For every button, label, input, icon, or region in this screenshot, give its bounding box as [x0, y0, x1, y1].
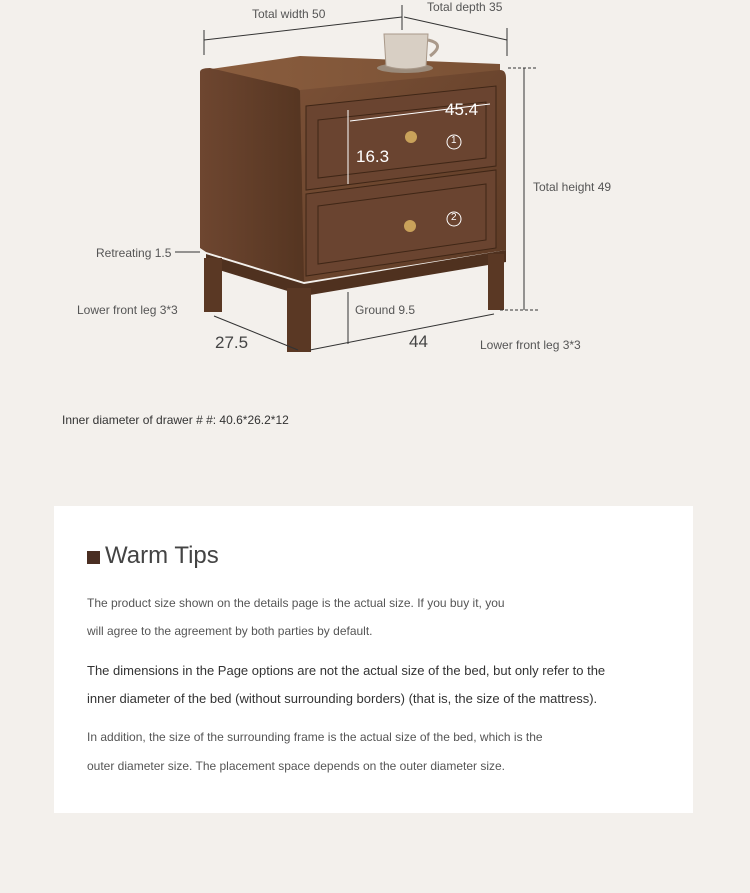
total-width-label: Total width 50: [252, 7, 326, 21]
drawer-2-number: 2: [451, 212, 457, 223]
ground-label: Ground 9.5: [355, 303, 416, 317]
leg-front-left: [287, 288, 311, 352]
warm-tips-card: [54, 506, 693, 813]
total-depth-label: Total depth 35: [427, 0, 503, 14]
dimension-diagram: [0, 0, 750, 400]
nightstand-illustration: [0, 0, 750, 400]
depth-value: 27.5: [215, 333, 249, 352]
drawer-width-value: 45.4: [445, 100, 479, 119]
mug: [384, 34, 428, 69]
retreating-label: Retreating 1.5: [96, 246, 172, 260]
drawer-inner-dimensions: Inner diameter of drawer # #: 40.6*26.2*12: [62, 413, 289, 427]
leg-back-left: [204, 258, 222, 312]
warm-tips-heading: Warm Tips: [105, 542, 219, 569]
total-height-label: Total height 49: [533, 180, 612, 194]
cabinet-side: [200, 68, 304, 282]
drawer-knob-1: [405, 131, 417, 143]
drawer-knob-2: [404, 220, 416, 232]
width-value: 44: [409, 332, 428, 351]
lower-front-leg-left-label: Lower front leg 3*3: [77, 303, 178, 317]
drawer-height-value: 16.3: [356, 147, 390, 166]
leg-front-right: [488, 254, 504, 310]
lower-front-leg-right-label: Lower front leg 3*3: [480, 338, 581, 352]
tip-line-3: The dimensions in the Page options are not the actual size of the bed, but only refer to the: [87, 663, 606, 678]
tip-line-1: The product size shown on the details page is the actual size. If you buy it, you: [87, 596, 505, 610]
tip-line-2: will agree to the agreement by both parties by default.: [87, 624, 373, 638]
tip-line-4: inner diameter of the bed (without surrounding borders) (that is, the size of the mattress).: [87, 691, 598, 706]
tip-line-6: outer diameter size. The placement space depends on the outer diameter size.: [87, 759, 506, 773]
square-bullet-icon: [87, 551, 100, 564]
tip-line-5: In addition, the size of the surrounding frame is the actual size of the bed, which is the: [87, 730, 543, 744]
drawer-1-number: 1: [451, 135, 457, 146]
warm-tips-title: [87, 542, 219, 570]
